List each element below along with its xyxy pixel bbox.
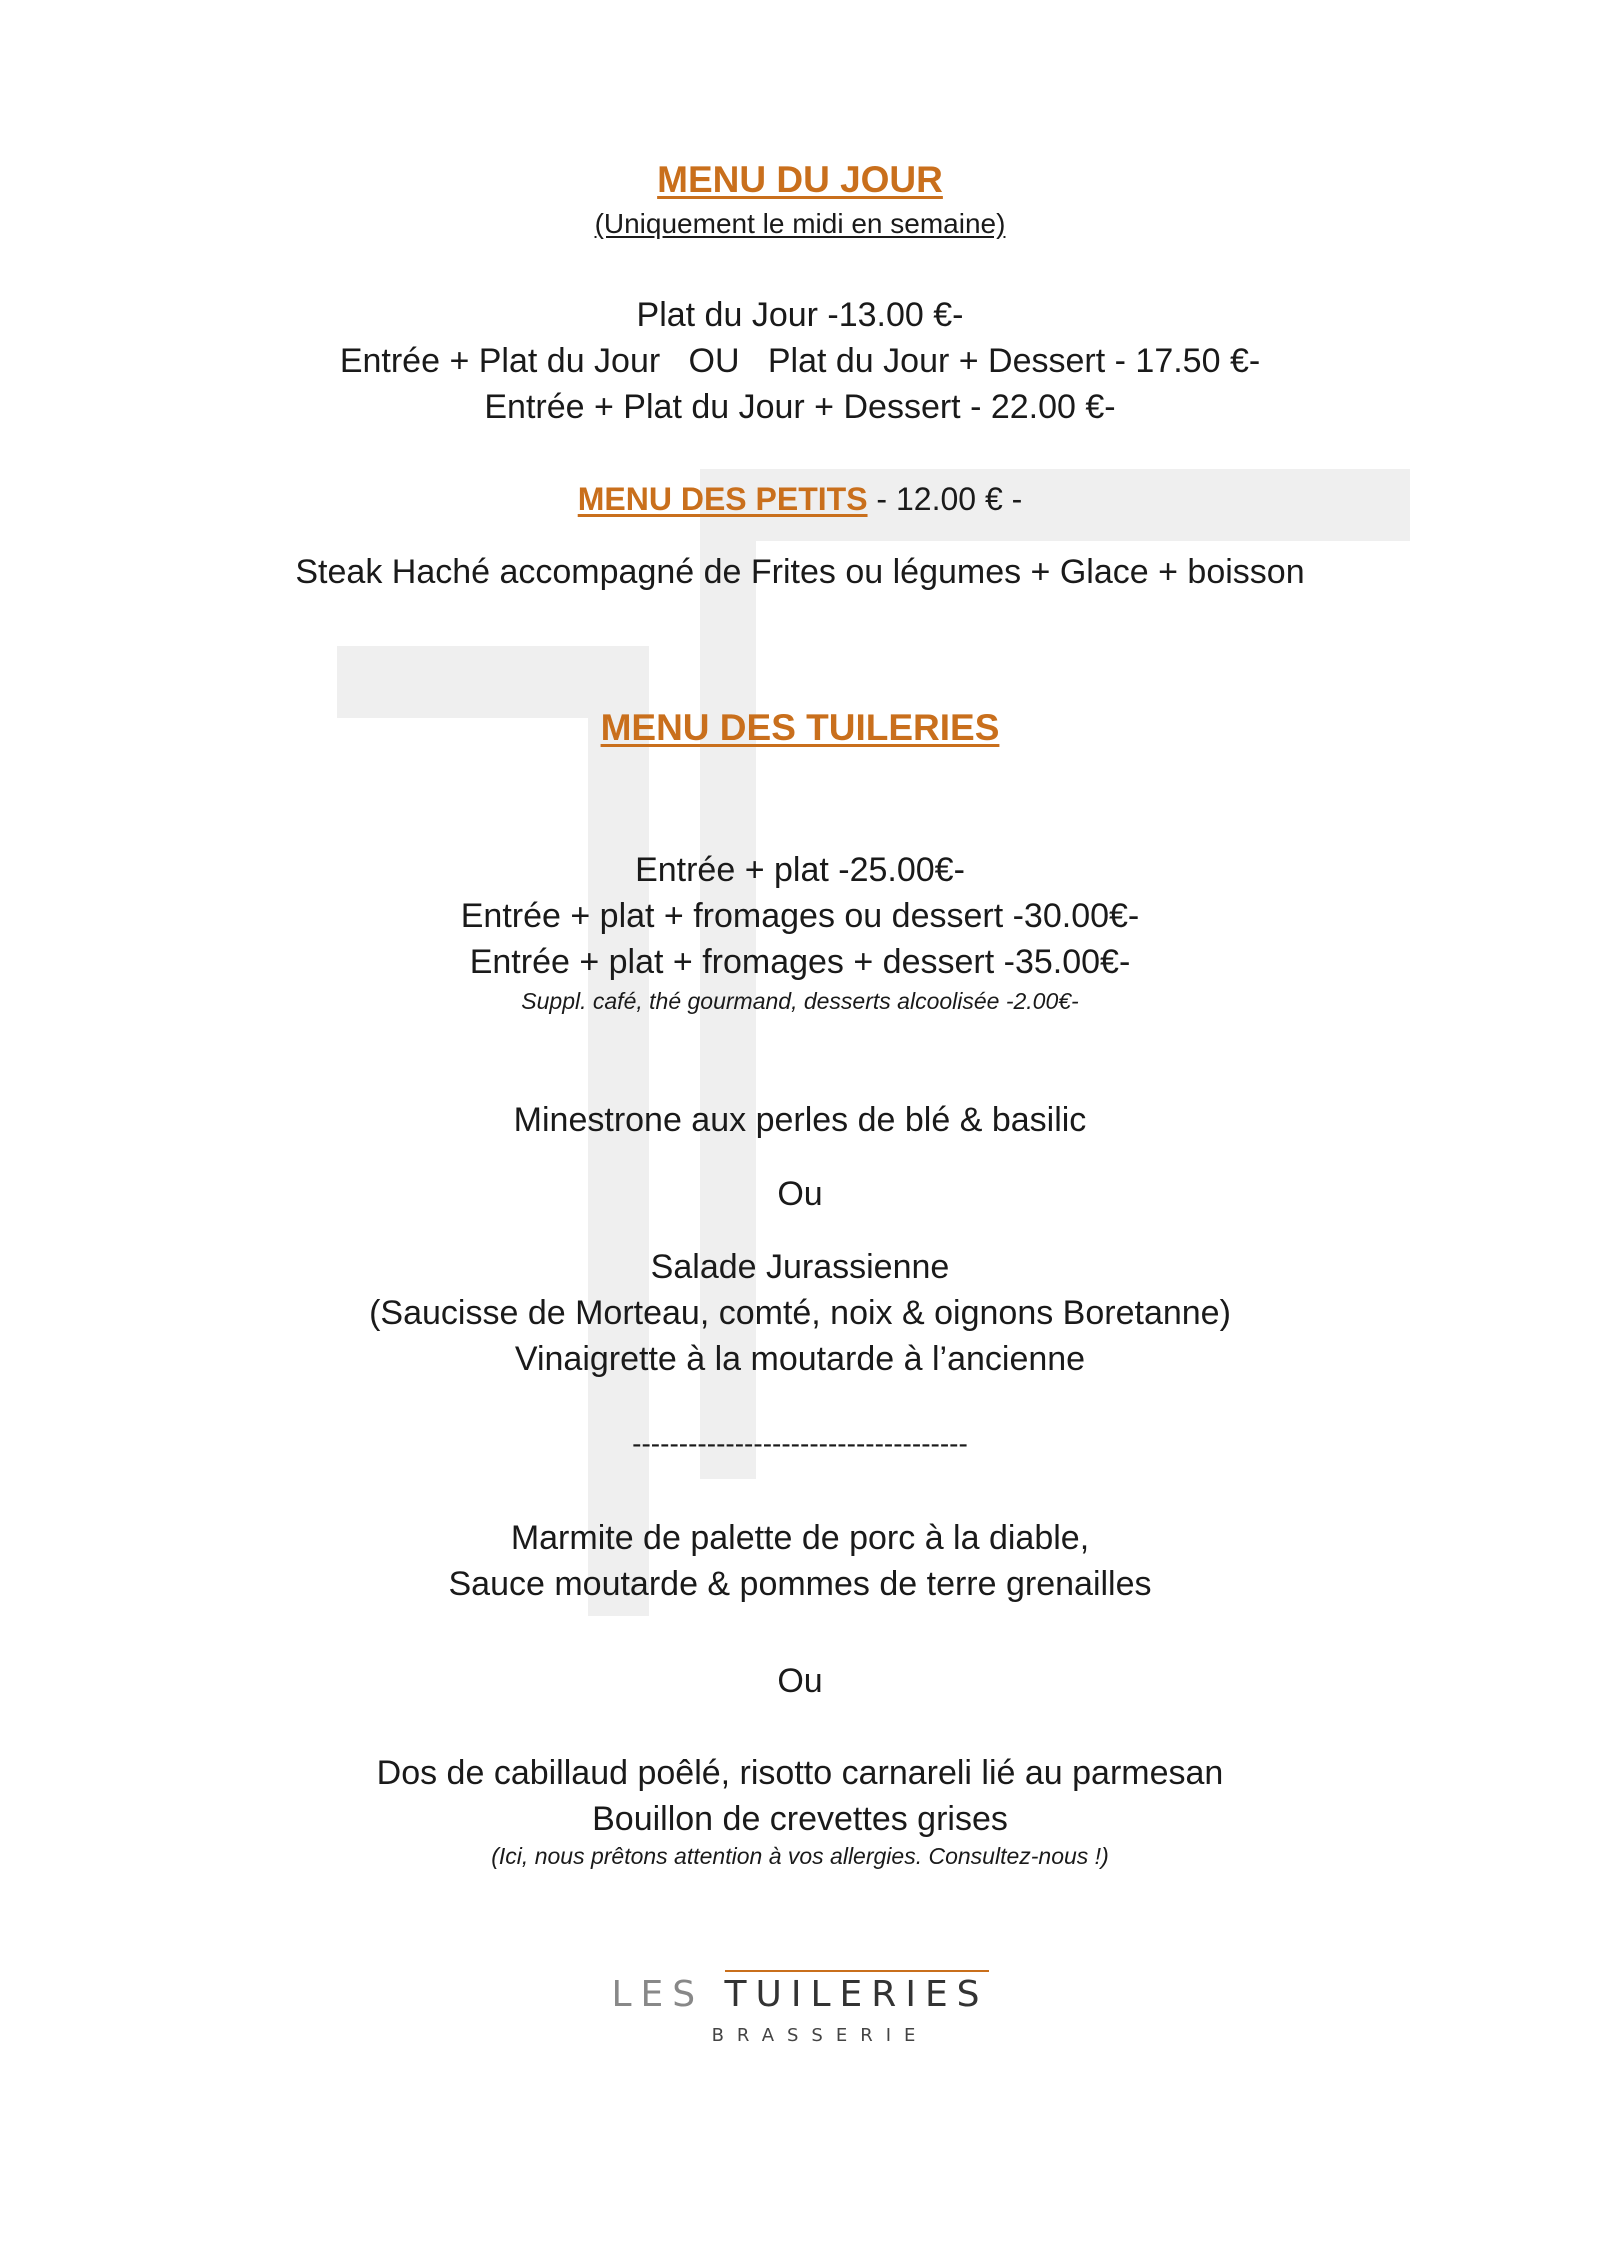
menu-du-jour-line: Plat du Jour -13.00 €- bbox=[636, 296, 964, 334]
formula-line: Entrée + plat + fromages ou dessert -30.00€- bbox=[460, 897, 1140, 935]
starter-line: Minestrone aux perles de blé & basilic bbox=[513, 1101, 1087, 1139]
menu-des-tuileries-title: MENU DES TUILERIES bbox=[600, 707, 1000, 748]
starter-line: (Saucisse de Morteau, comté, noix & oignons Boretanne) bbox=[369, 1294, 1231, 1332]
menu-des-petits-description: Steak Haché accompagné de Frites ou légumes + Glace + boisson bbox=[295, 553, 1305, 591]
main-line: Dos de cabillaud poêlé, risotto carnareli lié au parmesan bbox=[376, 1754, 1224, 1792]
formula-line: Entrée + plat -25.00€- bbox=[635, 851, 965, 889]
menu-des-petits-price: - 12.00 € - bbox=[867, 481, 1023, 517]
main-line: Sauce moutarde & pommes de terre grenailles bbox=[448, 1565, 1152, 1603]
menu-des-petits-heading bbox=[0, 482, 1600, 516]
logo-tuileries: TUILERIES bbox=[725, 1970, 989, 2015]
or-separator: Ou bbox=[777, 1662, 823, 1700]
menu-des-petits-title: MENU DES PETITS bbox=[577, 481, 868, 517]
menu-du-jour-line: Entrée + Plat du Jour OU Plat du Jour + Dessert - 17.50 €- bbox=[339, 342, 1261, 380]
allergy-note: (Ici, nous prêtons attention à vos allergies. Consultez-nous !) bbox=[491, 1843, 1109, 1869]
formula-line: Entrée + plat + fromages + dessert -35.00€- bbox=[469, 943, 1131, 981]
logo-wordmark bbox=[0, 1974, 1600, 2015]
logo-brasserie: BRASSERIE bbox=[711, 2025, 929, 2046]
menu-du-jour-title: MENU DU JOUR bbox=[657, 159, 943, 200]
course-separator: ------------------------------------ bbox=[632, 1428, 968, 1459]
starter-line: Salade Jurassienne bbox=[650, 1248, 950, 1286]
supplement-note: Suppl. café, thé gourmand, desserts alcoolisée -2.00€- bbox=[521, 988, 1079, 1014]
starter-line: Vinaigrette à la moutarde à l’ancienne bbox=[514, 1340, 1086, 1378]
brand-logo bbox=[0, 1974, 1600, 2046]
menu-du-jour-subtitle: (Uniquement le midi en semaine) bbox=[594, 208, 1006, 239]
main-line: Bouillon de crevettes grises bbox=[592, 1800, 1008, 1838]
menu-du-jour-line: Entrée + Plat du Jour + Dessert - 22.00 €- bbox=[484, 388, 1116, 426]
logo-les: LES bbox=[611, 1974, 725, 2015]
or-separator: Ou bbox=[777, 1175, 823, 1213]
main-line: Marmite de palette de porc à la diable, bbox=[510, 1519, 1090, 1557]
